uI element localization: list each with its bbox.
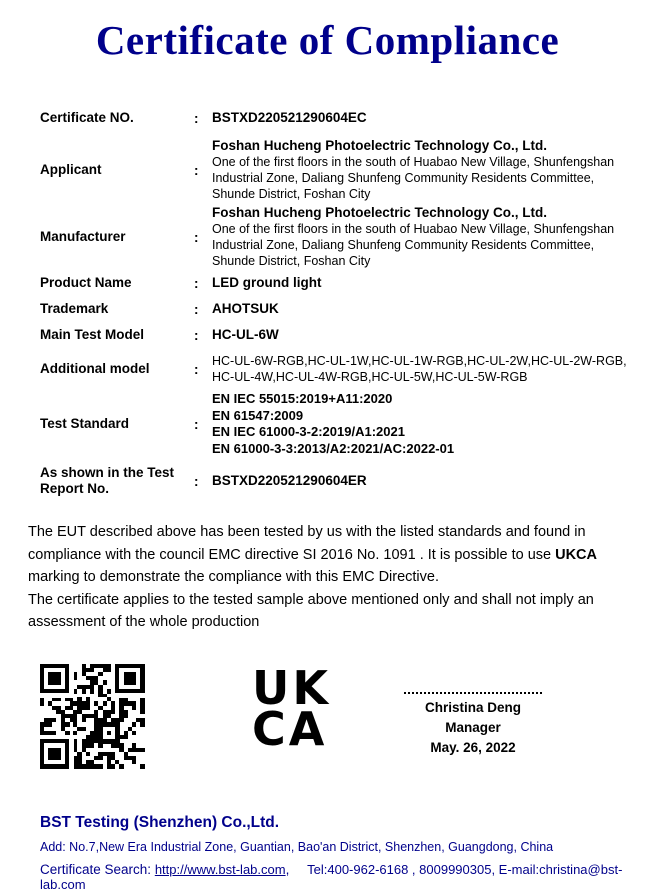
main-test-model-value: HC-UL-6W [212,327,279,342]
signature-block [402,692,544,758]
certificate-no-value: BSTXD220521290604EC [212,110,367,125]
manufacturer-label: Manufacturer [40,229,126,244]
statement-ukca-bold: UKCA [555,546,597,563]
certificate-page [0,16,655,892]
colon-separator: : [194,327,199,343]
test-standard-line: EN 61000-3-3:2013/A2:2021/AC:2022-01 [212,440,455,456]
certificate-fields [40,110,640,497]
test-standard-line: EN IEC 55015:2019+A11:2020 [212,391,393,406]
test-report-no-value: BSTXD220521290604ER [212,473,367,488]
ukca-mark [252,660,331,756]
field-applicant [40,138,640,202]
ukca-mark-line2: CA [252,701,328,756]
manufacturer-address: One of the first floors in the south of Huabao New Village, Shunfengshan Industrial Zone, Daliang Shunfeng Community Residents Committee, Shunde District, Foshan City [212,222,615,268]
qr-code [40,664,145,769]
certificate-search-label: Certificate Search: [40,861,152,877]
colon-separator: : [194,416,199,432]
statement-part3: The certificate applies to the tested sample above mentioned only and shall not imply an assessment of the whole production [28,591,594,630]
signatory-title: Manager [445,719,501,735]
field-manufacturer [40,205,640,269]
lab-address: Add: No.7,New Era Industrial Zone, Guantian, Bao'an District, Shenzhen, Guangdong, China [40,839,554,854]
additional-model-value: HC-UL-6W-RGB,HC-UL-1W,HC-UL-1W-RGB,HC-UL-2W,HC-UL-2W-RGB, HC-UL-4W,HC-UL-4W-RGB,HC-UL-5W,HC-UL-5W-RGB [212,354,627,384]
statement-part1: The EUT described above has been tested by us with the listed standards and found in compliance with the council EMC directive SI 2016 No. 1091 . It is possible to use [28,524,586,563]
applicant-address: One of the first floors in the south of Huabao New Village, Shunfengshan Industrial Zone, Daliang Shunfeng Community Residents Committee, Shunde District, Foshan City [212,155,615,201]
footer-contact-line [40,862,655,892]
test-standard-line: EN 61547:2009 [212,407,304,423]
colon-separator: : [194,162,199,178]
trademark-value: AHOTSUK [212,301,279,316]
ukca-mark-line1: UK [252,660,331,715]
url-suffix: , [285,861,290,877]
test-report-no-label: As shown in the Test Report No. [40,465,175,496]
certificate-search-link[interactable]: http://www.bst-lab.com [154,861,286,877]
test-standard-value [212,391,640,457]
field-additional-model [40,353,640,385]
colon-separator: : [194,361,199,377]
certificate-title: Certificate of Compliance [95,17,560,63]
product-name-label: Product Name [40,275,132,290]
signatory-name: Christina Deng [424,699,521,715]
field-test-report-no [40,465,640,497]
statement-part2: marking to demonstrate the compliance with this EMC Directive. [28,569,439,585]
applicant-value [212,138,640,202]
footer [40,814,655,892]
main-test-model-label: Main Test Model [40,327,145,342]
colon-separator: : [194,301,199,317]
compliance-statement [28,521,640,634]
test-standard-line: EN IEC 61000-3-2:2019/A1:2021 [212,424,405,439]
colon-separator: : [194,275,199,291]
logos-row [0,662,655,774]
lab-company-name: BST Testing (Shenzhen) Co.,Ltd. [40,813,280,831]
field-test-standard [40,391,640,457]
manufacturer-company: Foshan Hucheng Photoelectric Technology Co., Ltd. [212,205,548,220]
applicant-label: Applicant [40,162,102,177]
field-main-test-model [40,327,640,343]
additional-model-label: Additional model [40,361,150,376]
trademark-label: Trademark [40,301,109,316]
colon-separator: : [194,110,199,126]
test-standard-label: Test Standard [40,416,130,431]
manufacturer-value [212,205,640,269]
lab-contact-info: Tel:400-962-6168 , 8009990305, E-mail:christina@bst-lab.com [40,861,623,892]
field-trademark [40,301,640,317]
colon-separator: : [194,229,199,245]
applicant-company: Foshan Hucheng Photoelectric Technology Co., Ltd. [212,138,548,153]
field-certificate-no [40,110,640,126]
product-name-value: LED ground light [212,275,322,290]
signature-dotted-line [404,692,542,694]
field-product-name [40,275,640,291]
certificate-no-label: Certificate NO. [40,110,134,125]
colon-separator: : [194,473,199,489]
signature-date: May. 26, 2022 [430,739,516,755]
